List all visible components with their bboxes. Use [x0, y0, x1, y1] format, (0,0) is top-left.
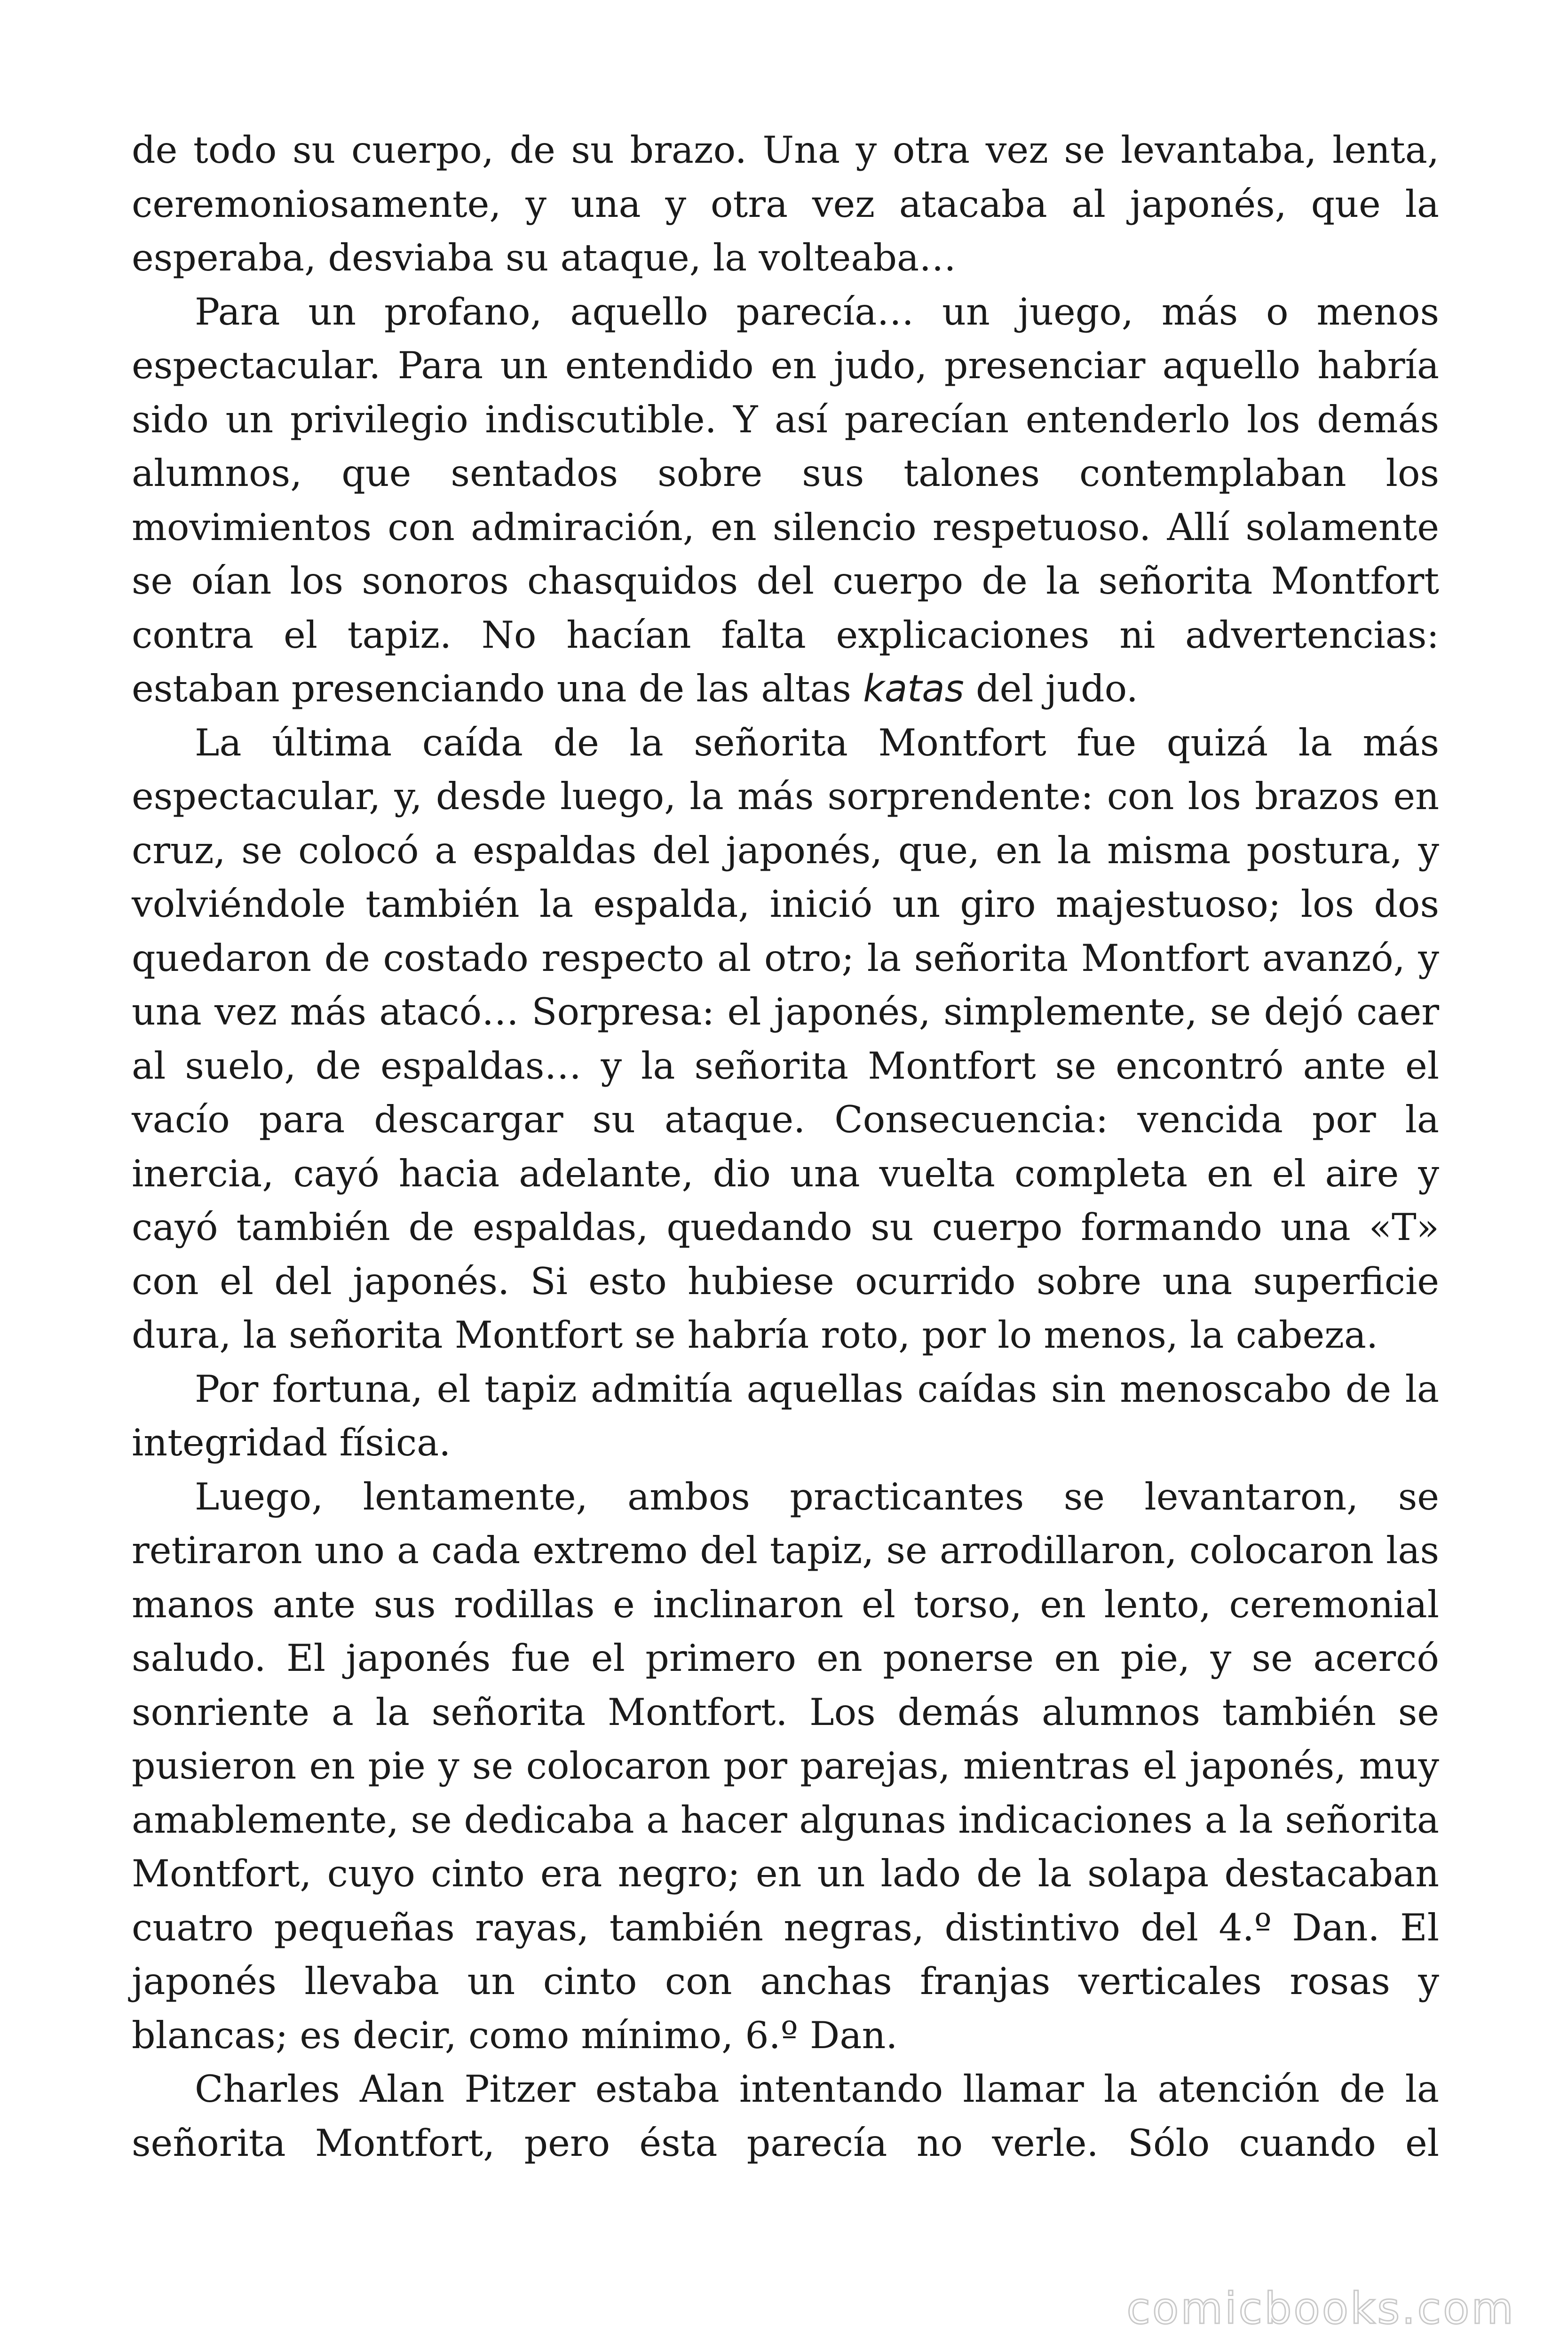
page-body — [132, 123, 1439, 2170]
paragraph-6: Charles Alan Pitzer estaba intentando llamar la atención de la señorita Montfort, pero ésta parecía no verle. Sólo cuando el — [132, 2067, 1439, 2165]
paragraph-1: de todo su cuerpo, de su brazo. Una y otra vez se levantaba, lenta, ceremoniosamente, y una y otra vez atacaba al japonés, que la esperaba, desviaba su ataque, la volteaba… — [132, 128, 1439, 279]
paragraph-2-italic: katas — [863, 667, 964, 710]
paragraph-2-after: del judo. — [964, 667, 1138, 710]
paragraph-4: Por fortuna, el tapiz admitía aquellas caídas sin menoscabo de la integridad física. — [132, 1367, 1439, 1464]
paragraph-2-text: Para un profano, aquello parecía… un juego, más o menos espectacular. Para un entendido en judo, presenciar aquello habría sido un privilegio indiscutible. Y así parecían entenderlo los demás alumnos, que sentados sobre sus talones contemplaban los movimientos con admiración, en silencio respetuoso. Allí solamente se oían los sonoros chasquidos del cuerpo de la señorita Montfort contra el tapiz. No hacían falta explicaciones ni advertencias: estaban presenciando una de las altas — [132, 290, 1439, 710]
paragraph-3: La última caída de la señorita Montfort fue quizá la más espectacular, y, desde luego, la más sorprendente: con los brazos en cruz, se colocó a espaldas del japonés, que, en la misma postura, y volviéndole también la espalda, inició un giro majestuoso; los dos quedaron de costado respecto al otro; la señorita Montfort avanzó, y una vez más atacó… Sorpresa: el japonés, simplemente, se dejó caer al suelo, de espaldas… y la señorita Montfort se encontró ante el vacío para descargar su ataque. Consecuencia: vencida por la inercia, cayó hacia adelante, dio una vuelta completa en el aire y cayó también de espaldas, quedando su cuerpo formando una «T» con el del japonés. Si esto hubiese ocurrido sobre una superficie dura, la señorita Montfort se habría roto, por lo menos, la cabeza. — [132, 721, 1439, 1357]
watermark-logo: comicbooks.com — [1126, 2283, 1515, 2334]
paragraph-5: Luego, lentamente, ambos practicantes se levantaron, se retiraron uno a cada extremo del tapiz, se arrodillaron, colocaron las manos ante sus rodillas e inclinaron el torso, en lento, ceremonial saludo. El japonés fue el primero en ponerse en pie, y se acercó sonriente a la señorita Montfort. Los demás alumnos también se pusieron en pie y se colocaron por parejas, mientras el japonés, muy amablemente, se dedicaba a hacer algunas indicaciones a la señorita Montfort, cuyo cinto era negro; en un lado de la solapa destacaban cuatro pequeñas rayas, también negras, distintivo del 4.º Dan. El japonés llevaba un cinto con anchas franjas verticales rosas y blancas; es decir, como mínimo, 6.º Dan. — [132, 1475, 1439, 2057]
paragraph-2 — [132, 285, 1439, 716]
